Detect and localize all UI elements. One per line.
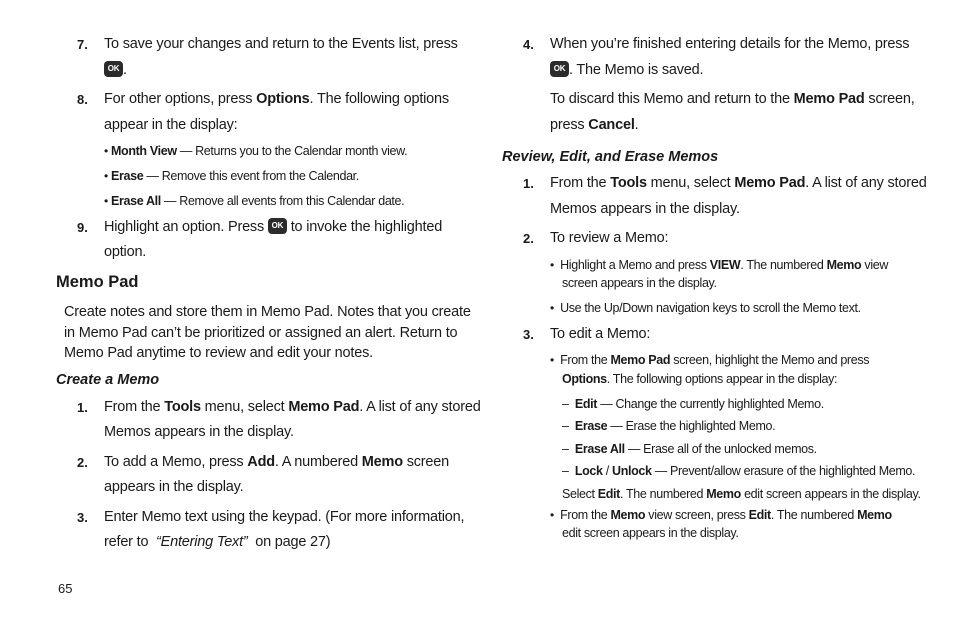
ok-key-icon: OK	[550, 61, 569, 77]
memo-intro-line1: Create notes and store them in Memo Pad. Notes that you create	[64, 304, 471, 320]
review-step-2-text: To review a Memo:	[550, 230, 669, 246]
create-step-1-text: From the Tools menu, select Memo Pad. A list of any stored	[104, 399, 481, 415]
discard-text: To discard this Memo and return to the Memo Pad screen,	[550, 91, 915, 107]
review-step-3-text: To edit a Memo:	[550, 326, 651, 342]
edit-bullet-2: • From the Memo view screen, press Edit. The numbered Memo	[550, 508, 892, 522]
edit-bullet-1-line2: Options. The following options appear in the display:	[562, 372, 838, 386]
step-8-number: 8.	[77, 92, 88, 107]
ok-key-icon: OK	[268, 218, 287, 234]
review-bullet-1: • Highlight a Memo and press VIEW. The numbered Memo view	[550, 258, 889, 272]
dash-lock-unlock: – Lock / Unlock — Prevent/allow erasure of the highlighted Memo.	[562, 464, 916, 478]
create-step-3-number: 3.	[77, 510, 88, 525]
review-step-1-line2: Memos appears in the display.	[550, 201, 740, 217]
entering-text-link: “Entering Text”	[156, 534, 248, 550]
bullet-month-view: • Month View — Returns you to the Calendar month view.	[104, 144, 408, 158]
dash-erase: – Erase — Erase the highlighted Memo.	[562, 419, 776, 433]
select-edit-text: Select Edit. The numbered Memo edit screen appears in the display.	[562, 487, 921, 501]
step-7-number: 7.	[77, 37, 88, 52]
step-4-number: 4.	[523, 37, 534, 52]
create-step-3-line2: refer to “Entering Text” on page 27)	[104, 534, 331, 550]
ok-key-icon: OK	[104, 61, 123, 77]
review-heading: Review, Edit, and Erase Memos	[502, 149, 719, 165]
create-step-1-number: 1.	[77, 400, 88, 415]
step-9-line2: option.	[104, 244, 147, 260]
review-step-1-number: 1.	[523, 176, 534, 191]
step-9-text: Highlight an option. Press OK to invoke the highlighted	[104, 219, 443, 235]
memo-intro-line3: Memo Pad anytime to review and edit your notes.	[64, 345, 373, 361]
review-step-3-number: 3.	[523, 327, 534, 342]
edit-bullet-2-line2: edit screen appears in the display.	[562, 526, 739, 540]
create-step-3-text: Enter Memo text using the keypad. (For more information,	[104, 509, 465, 525]
memo-pad-heading: Memo Pad	[56, 273, 139, 291]
review-bullet-2: • Use the Up/Down navigation keys to scroll the Memo text.	[550, 301, 861, 315]
create-step-1-line2: Memos appears in the display.	[104, 424, 294, 440]
page-number: 65	[58, 581, 73, 596]
edit-bullet-1: • From the Memo Pad screen, highlight the Memo and press	[550, 353, 870, 367]
bullet-erase: • Erase — Remove this event from the Calendar.	[104, 169, 359, 183]
step-8-text: For other options, press Options. The following options	[104, 91, 449, 107]
review-step-1-text: From the Tools menu, select Memo Pad. A list of any stored	[550, 175, 927, 191]
create-step-2-line2: appears in the display.	[104, 479, 244, 495]
step-7-line2: OK .	[104, 62, 127, 78]
step-7-text: To save your changes and return to the Events list, press	[104, 36, 458, 52]
step-8-line2: appear in the display:	[104, 117, 238, 133]
create-step-2-number: 2.	[77, 455, 88, 470]
create-step-2-text: To add a Memo, press Add. A numbered Memo screen	[104, 454, 450, 470]
step-9-number: 9.	[77, 220, 88, 235]
discard-line2: press Cancel.	[550, 117, 639, 133]
create-memo-heading: Create a Memo	[56, 372, 160, 388]
bullet-erase-all: • Erase All — Remove all events from this Calendar date.	[104, 194, 405, 208]
memo-intro-line2: in Memo Pad can’t be prioritized or assigned an alert. Return to	[64, 325, 458, 341]
dash-edit: – Edit — Change the currently highlighted Memo.	[562, 397, 824, 411]
review-step-2-number: 2.	[523, 231, 534, 246]
step-4-line2: OK . The Memo is saved.	[550, 62, 703, 78]
step-4-text: When you’re finished entering details for the Memo, press	[550, 36, 910, 52]
review-bullet-1-line2: screen appears in the display.	[562, 276, 717, 290]
dash-erase-all: – Erase All — Erase all of the unlocked memos.	[562, 442, 817, 456]
